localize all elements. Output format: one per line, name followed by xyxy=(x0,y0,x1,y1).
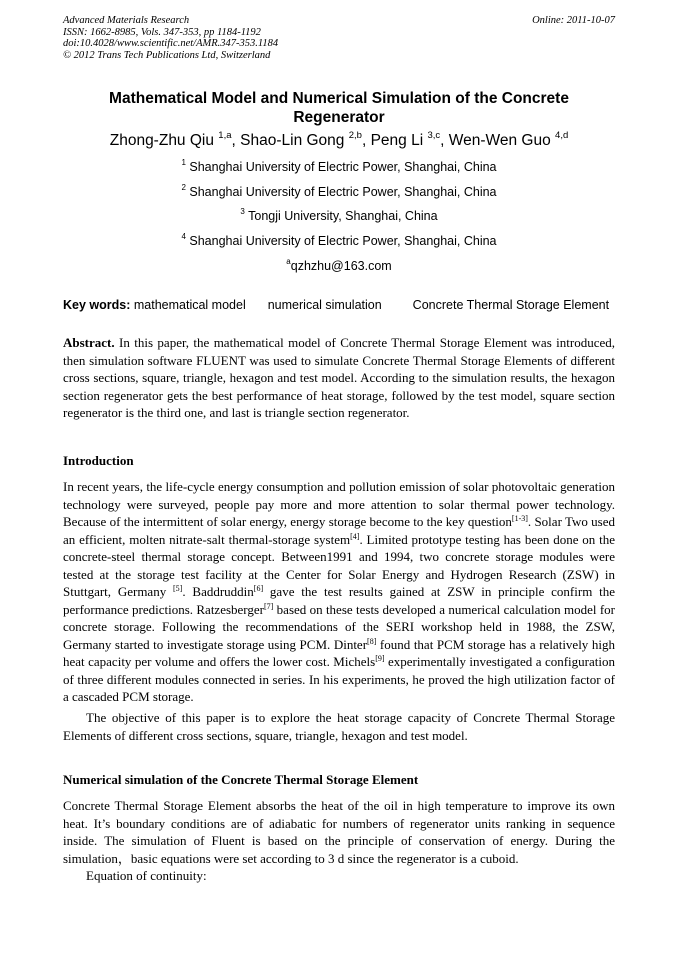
citation-ref: [4] xyxy=(350,531,360,541)
continuity-equation-label: Equation of continuity: xyxy=(86,868,207,883)
author-affil-mark: 2,b xyxy=(348,130,362,141)
author-email xyxy=(63,259,615,274)
section-heading-introduction: Introduction xyxy=(63,453,134,468)
journal-issn: ISSN: 1662-8985, Vols. 347-353, pp 1184-1192 xyxy=(63,26,261,38)
section-heading-numerical-simulation: Numerical simulation of the Concrete Thermal Storage Element xyxy=(63,772,419,787)
citation-ref: [6] xyxy=(253,584,264,593)
author-separator: , xyxy=(361,132,371,149)
abstract-paragraph xyxy=(63,334,615,422)
intro-paragraph-2: The objective of this paper is to explore the heat storage capacity of Concrete Thermal Storage Elements of different cross sections, square, triangle, hexagon and test model. xyxy=(63,710,615,743)
journal-copyright: © 2012 Trans Tech Publications Ltd, Switzerland xyxy=(63,49,271,61)
intro-text: gave the test results gained at ZSW in principle confirm the performance predictions. Ratzesberger xyxy=(63,584,615,617)
author-name: Wen-Wen Guo xyxy=(448,132,556,149)
affiliation-mark: 2 xyxy=(181,183,186,192)
author-name: Zhong-Zhu Qiu xyxy=(109,132,219,149)
intro-text: based on these tests developed a numerical calculation model for concrete storage. Following the recommendations of the SERI workshop held in 1988, the ZSW, Germany started to investigate storage using PCM. Dinter xyxy=(63,601,615,652)
author-affil-mark: 3,c xyxy=(427,130,441,141)
affiliation-text: Shanghai University of Electric Power, Shanghai, China xyxy=(185,185,497,199)
intro-text: In recent years, the life-cycle energy consumption and pollution emission of solar photovoltaic generation technology were surveyed, people pay more and more attention to solar thermal power technology. Because of the intermittent of solar energy, energy storage become to the key question xyxy=(63,479,615,529)
citation-ref: [8] xyxy=(367,636,377,646)
intro-text: . Solar Two used an efficient, molten nitrate-salt thermal-storage system xyxy=(63,514,615,547)
author-affil-mark: 1,a xyxy=(218,130,232,141)
keyword-item: numerical simulation xyxy=(267,298,382,312)
citation-ref: [5] xyxy=(173,584,183,593)
affiliation-mark: 1 xyxy=(181,158,186,167)
keywords-label: Key words: xyxy=(63,298,131,312)
abstract-text: In this paper, the mathematical model of Concrete Thermal Storage Element was introduced, then simulation software FLUENT was used to simulate Concrete Thermal Storage Elements of different cross sections, square, triangle, hexagon and test model. According to the simulation results, the hexagon section regenerator gets the best performance of heat storage, followed by the test model, square section regenerator is the third one, and last is triangle section regenerator. xyxy=(63,335,615,420)
citation-ref: [7] xyxy=(264,601,274,611)
author-separator: , xyxy=(440,132,449,149)
citation-ref: [1-3] xyxy=(511,514,528,523)
intro-text: found that PCM storage has a relatively high heat capacity per volume and offers the lower cost. Michels xyxy=(63,636,615,669)
keyword-item: mathematical model xyxy=(133,298,246,312)
online-date: Online: 2011-10-07 xyxy=(532,15,615,26)
journal-name: Advanced Materials Research xyxy=(63,15,190,26)
affiliation-4 xyxy=(63,234,615,249)
email-text[interactable]: qzhzhu@163.com xyxy=(290,259,392,273)
keyword-item: Concrete Thermal Storage Element xyxy=(412,298,610,312)
journal-doi: doi:10.4028/www.scientific.net/AMR.347-353.1184 xyxy=(63,38,279,49)
author-affil-mark: 4,d xyxy=(555,130,569,141)
abstract-label: Abstract. xyxy=(63,335,115,350)
numerical-paragraph-1: Concrete Thermal Storage Element absorbs the heat of the oil in high temperature to improve its own heat. It’s boundary conditions are of adiabatic for numbers of regenerator units ranking in sequence inside. The simulation of Fluent is based on the principle of conservation of energy. During the simulation，basic equations were set according to 3 d since the regenerator is a cuboid. xyxy=(63,798,615,866)
author-name: Shao-Lin Gong xyxy=(240,132,349,149)
affiliation-2 xyxy=(63,185,615,200)
affiliation-text: Shanghai University of Electric Power, Shanghai, China xyxy=(185,234,497,248)
intro-text: experimentally investigated a configuration of three different modules connected in series. In his experiments, he proved the high utilization factor of a cascaded PCM storage. xyxy=(63,654,615,704)
journal-header xyxy=(63,15,615,61)
paper-title: Mathematical Model and Numerical Simulation of the Concrete Regenerator xyxy=(109,90,569,126)
affiliation-text: Tongji University, Shanghai, China xyxy=(244,209,438,223)
citation-ref: [9] xyxy=(375,654,385,663)
email-mark: a xyxy=(286,257,291,266)
affiliation-1 xyxy=(63,160,615,175)
author-list xyxy=(63,131,615,151)
affiliation-mark: 3 xyxy=(240,207,245,216)
intro-paragraph-1 xyxy=(63,478,615,706)
affiliation-text: Shanghai University of Electric Power, Shanghai, China xyxy=(185,160,497,174)
author-name: Peng Li xyxy=(370,132,428,149)
intro-text: . Baddruddin xyxy=(182,584,254,599)
author-separator: , xyxy=(231,132,241,149)
keywords-line xyxy=(63,298,615,313)
affiliation-3 xyxy=(63,209,615,224)
intro-text: . Limited prototype testing has been done on the concrete-steel thermal storage concept. Between1991 and 1994, two concrete storage modules were tested at the storage test facility at the Center for Solar Energy and Hydrogen Research (ZSW) in Stuttgart, Germany xyxy=(63,531,616,599)
affiliation-mark: 4 xyxy=(181,232,186,241)
